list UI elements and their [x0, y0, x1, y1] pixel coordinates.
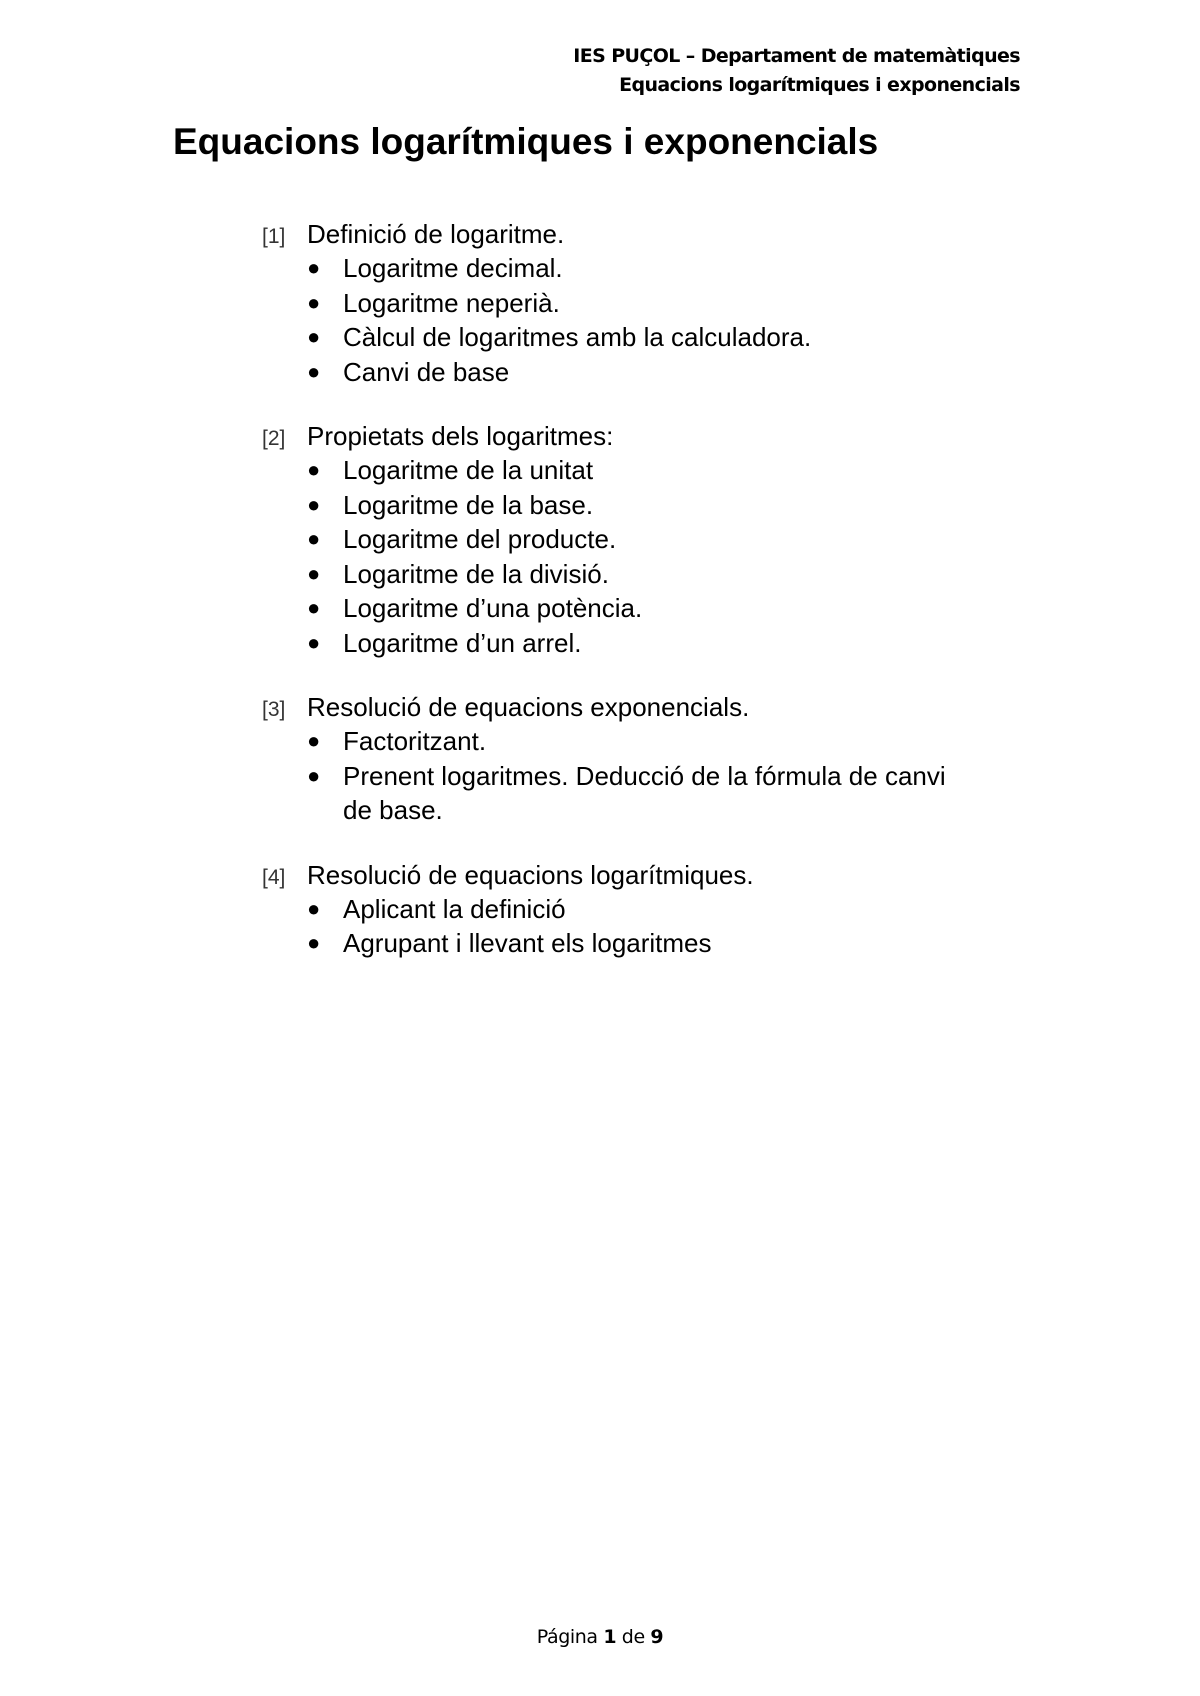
section-heading: [262, 419, 982, 453]
section-heading: [262, 690, 982, 724]
list-item-text: Agrupant i llevant els logaritmes: [343, 928, 712, 958]
list-item-text: Logaritme de la base.: [343, 489, 594, 520]
section-4: [262, 858, 982, 961]
bullet-dot-icon: ●: [307, 728, 321, 753]
list-item-text: Factoritzant.: [343, 726, 487, 756]
footer-page-label: Página: [536, 1626, 598, 1648]
list-item-text: Canvi de base: [343, 356, 510, 387]
bullet-dot-icon: ●: [307, 457, 321, 482]
list-item: [307, 557, 982, 592]
list-item: [307, 926, 982, 961]
section-number: [4]: [262, 865, 286, 889]
bullet-dot-icon: ●: [307, 491, 321, 517]
list-item-text: Logaritme neperià.: [343, 287, 560, 318]
list-item: [307, 251, 982, 286]
section-number: [3]: [262, 698, 286, 721]
section-items: [262, 724, 982, 828]
bullet-dot-icon: ●: [307, 324, 321, 349]
list-item: [307, 724, 982, 759]
list-item: [307, 320, 982, 355]
list-item: [307, 626, 982, 661]
section-title: Resolució de equacions logarítmiques.: [307, 859, 754, 890]
list-item-text: Logaritme de la divisió.: [343, 558, 609, 589]
section-items: [262, 251, 982, 389]
bullet-dot-icon: ●: [307, 595, 321, 620]
list-item-text: Prenent logaritmes. Deducció de la fórmula de canvi de base.: [343, 760, 946, 825]
bullet-dot-icon: ●: [307, 560, 321, 586]
bullet-dot-icon: ●: [307, 289, 321, 315]
section-title: Definició de logaritme.: [307, 219, 565, 249]
header-school-department: IES PUÇOL – Departament de matemàtiques: [573, 45, 1020, 67]
list-item: [307, 488, 982, 523]
bullet-dot-icon: ●: [307, 895, 321, 921]
section-items: [262, 453, 982, 660]
bullet-dot-icon: ●: [307, 358, 321, 384]
list-item-text: Logaritme decimal.: [343, 253, 563, 283]
footer-current-page: 1: [603, 1626, 617, 1648]
section-heading: [262, 217, 982, 251]
list-item: [307, 892, 982, 927]
list-item-text: Càlcul de logaritmes amb la calculadora.: [343, 322, 812, 352]
section-2: [262, 419, 982, 660]
section-number: [2]: [262, 427, 286, 450]
list-item-text: Aplicant la definició: [343, 893, 566, 924]
section-title: Resolució de equacions exponencials.: [307, 692, 750, 722]
list-item: [307, 355, 982, 390]
list-item-text: Logaritme d’una potència.: [343, 593, 643, 623]
list-item: [307, 522, 982, 557]
section-3: [262, 690, 982, 828]
section-title: Propietats dels logaritmes:: [307, 421, 614, 451]
footer-separator: de: [621, 1626, 645, 1648]
section-items: [262, 892, 982, 961]
list-item: [307, 759, 982, 828]
header-document-title: Equacions logarítmiques i exponencials: [619, 74, 1020, 96]
section-number: [1]: [262, 225, 286, 248]
page-footer: [0, 1624, 1200, 1650]
list-item-text: Logaritme del producte.: [343, 524, 617, 554]
page-title: Equacions logarítmiques i exponencials: [173, 121, 879, 162]
bullet-dot-icon: ●: [307, 930, 321, 955]
section-1: [262, 217, 982, 389]
list-item: [307, 453, 982, 488]
page-header: [573, 42, 1020, 100]
bullet-dot-icon: ●: [307, 629, 321, 655]
footer-total-pages: 9: [650, 1626, 664, 1648]
list-item: [307, 591, 982, 626]
bullet-dot-icon: ●: [307, 255, 321, 280]
section-heading: [262, 858, 982, 892]
topic-list: [262, 217, 982, 991]
list-item-text: Logaritme de la unitat: [343, 455, 594, 485]
bullet-dot-icon: ●: [307, 762, 321, 788]
list-item-text: Logaritme d’un arrel.: [343, 627, 582, 658]
list-item: [307, 286, 982, 321]
bullet-dot-icon: ●: [307, 526, 321, 551]
